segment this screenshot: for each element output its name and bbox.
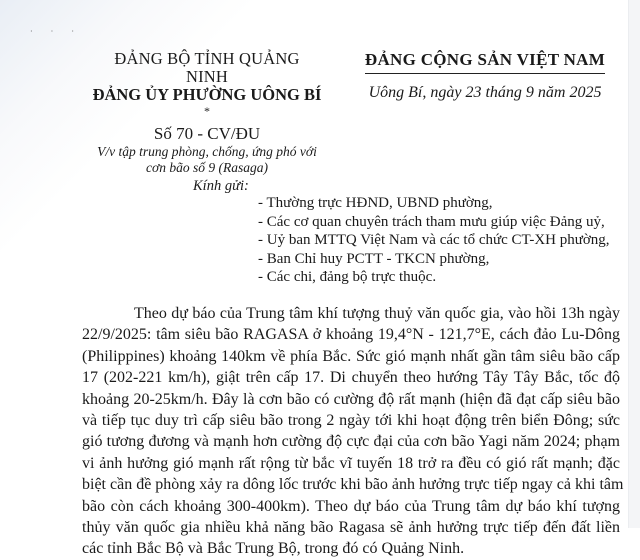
salutation: Kính gửi: bbox=[193, 178, 249, 194]
body-line: các tỉnh Bắc Bộ và Bắc Trung Bộ, trong đó có Quảng Ninh. bbox=[82, 540, 465, 558]
subject-line-2: cơn bão số 9 (Rasaga) bbox=[146, 159, 268, 175]
body-line: và tiếp tục duy trì cấp siêu bão trong 2 ngày tới khi hoạt động trên biển Đông; sức bbox=[82, 412, 620, 430]
issuing-organization: ĐẢNG ỦY PHƯỜNG UÔNG BÍ bbox=[92, 85, 322, 104]
recipient-item: - Uỷ ban MTTQ Việt Nam và các tổ chức CT-XH phường, bbox=[258, 232, 610, 249]
page-edge bbox=[628, 0, 640, 528]
body-line: biệt cần đề phòng xảy ra dông lốc trước khi bão ảnh hưởng trực tiếp ngay cả khi tâm bbox=[82, 476, 624, 494]
separator-star: * bbox=[204, 104, 210, 118]
body-line: 17 (202-221 km/h), giật trên cấp 17. Di chuyển theo hướng Tây Tây Bắc, tốc độ bbox=[82, 369, 620, 387]
body-paragraph bbox=[82, 303, 624, 560]
body-line: Theo dự báo của Trung tâm khí tượng thuỷ văn quốc gia, vào hồi 13h ngày bbox=[134, 305, 620, 322]
party-name: ĐẢNG CỘNG SẢN VIỆT NAM bbox=[365, 50, 605, 74]
document-number: Số 70 - CV/ĐU bbox=[153, 124, 261, 143]
recipient-list bbox=[258, 194, 610, 287]
recipient-item: - Các chi, đảng bộ trực thuộc. bbox=[258, 269, 437, 286]
recipient-item: - Thường trực HĐND, UBND phường, bbox=[258, 195, 493, 211]
body-line: bão còn cách khoảng 300-400km). Theo dự báo của Trung tâm dự báo khí tượng bbox=[82, 497, 620, 515]
body-line: vi ảnh hưởng gió mạnh rất rộng từ bắc vĩ tuyến 18 trở ra đều có gió rất mạnh; đặc bbox=[82, 454, 620, 472]
place-date: Uông Bí, ngày 23 tháng 9 năm 2025 bbox=[368, 84, 602, 101]
subject-line-1: V/v tập trung phòng, chống, ứng phó với bbox=[97, 144, 317, 159]
body-line: gió tương đương và mạnh hơn cường độ cực đại của cơn bão Yagi năm 2024; phạm bbox=[82, 433, 620, 451]
party-header bbox=[360, 50, 610, 102]
issuing-body-header bbox=[92, 50, 322, 175]
body-line: khoảng 20-25km/h. Đây là cơn bão có cường độ rất mạnh (hiện đã đạt cấp siêu bão bbox=[82, 390, 620, 408]
body-line: (Philippines) khoảng 140km về phía Bắc. Sức gió mạnh nhất gần tâm siêu bão cấp bbox=[82, 347, 620, 365]
recipient-item: - Ban Chỉ huy PCTT - TKCN phường, bbox=[258, 250, 490, 267]
parent-organization: ĐẢNG BỘ TỈNH QUẢNG NINH bbox=[114, 49, 300, 86]
scan-artifact-dots: · · · bbox=[30, 27, 82, 36]
body-line: 22/9/2025: tâm siêu bão RAGASA ở khoảng 19,4°N - 121,7°E, cách đảo Lu-Dông bbox=[82, 326, 620, 344]
body-line: thủy văn quốc gia nhiều khả năng bão Ragasa sẽ ảnh hưởng trực tiếp đến đất liền bbox=[82, 519, 620, 537]
recipient-item: - Các cơ quan chuyên trách tham mưu giúp việc Đảng uỷ, bbox=[258, 213, 605, 230]
